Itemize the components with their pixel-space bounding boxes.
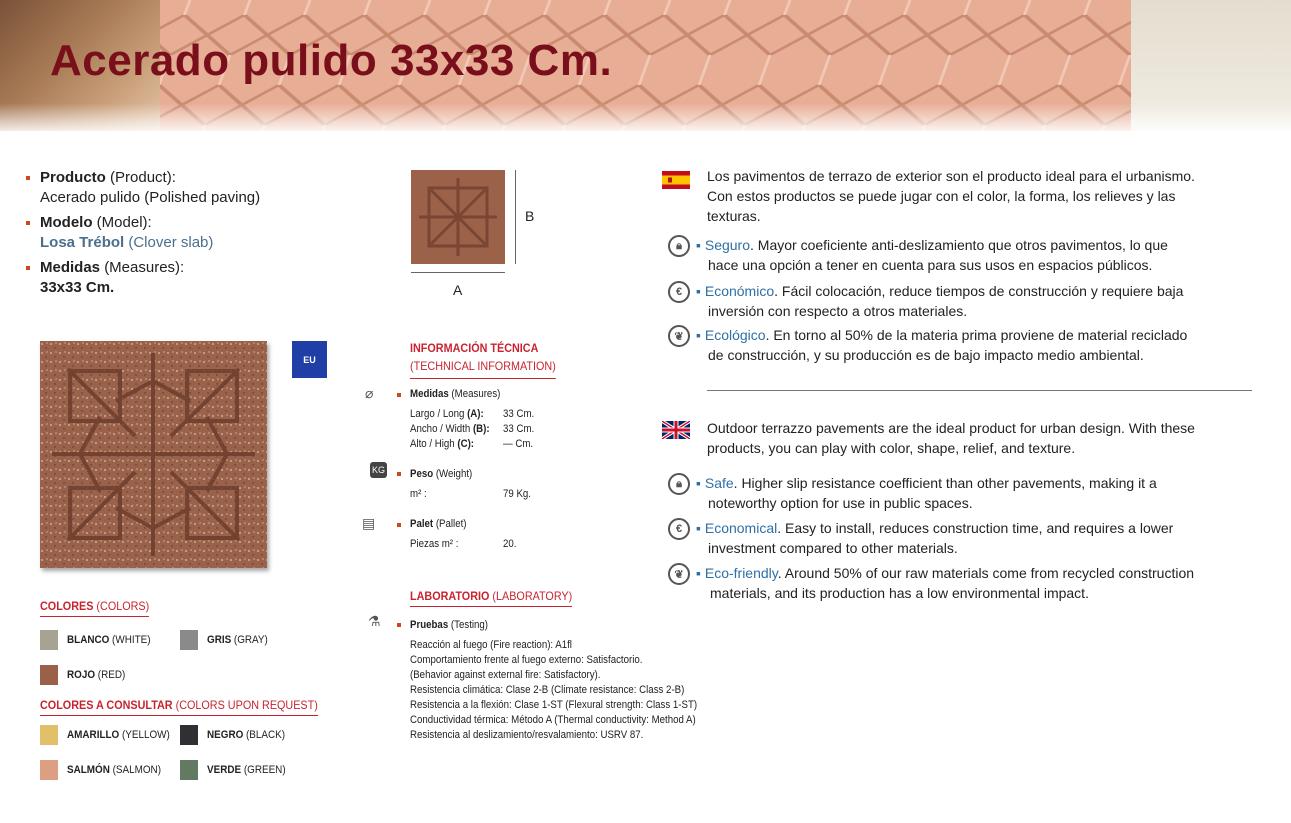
page-title: Acerado pulido 33x33 Cm. xyxy=(50,36,613,85)
tape-measure-icon: ⌀ xyxy=(365,385,374,401)
pieces-value: 20. xyxy=(503,538,517,550)
shield-lock-icon: 🔒︎ xyxy=(668,235,690,257)
request-colors-heading: COLORES A CONSULTAR (COLORS UPON REQUEST) xyxy=(40,698,318,716)
shield-lock-icon: 🔒︎ xyxy=(668,473,690,495)
swatch-gray xyxy=(180,630,198,650)
english-safe: ▪ Safe. Higher slip resistance coefficient than other pavements, making it a noteworthy option for use in public spaces. xyxy=(696,475,1157,511)
spain-flag-icon xyxy=(662,171,690,189)
lab-line: Resistencia al deslizamiento/resvalamiento: USRV 87. xyxy=(410,729,644,741)
weight-label: Peso xyxy=(410,468,434,480)
measures-value: 33x33 Cm. xyxy=(40,279,115,296)
laboratory-heading: LABORATORIO (LABORATORY) xyxy=(410,589,572,607)
lab-line: Conductividad térmica: Método A (Thermal conductivity: Method A) xyxy=(410,714,696,726)
dimension-b-label: B xyxy=(525,208,535,224)
lab-line: Resistencia climática: Clase 2-B (Climate resistance: Class 2-B) xyxy=(410,684,685,696)
technical-heading: INFORMACIÓN TÉCNICA (TECHNICAL INFORMATION) xyxy=(410,339,556,379)
uk-flag-icon xyxy=(662,421,690,439)
spanish-safe: ▪ Seguro. Mayor coeficiente anti-deslizamiento que otros pavimentos, lo que hace una opción a tener en cuenta para sus usos en espacios públicos. xyxy=(696,237,1168,273)
height-value: — Cm. xyxy=(503,438,534,450)
weight-value: 79 Kg. xyxy=(503,488,531,500)
eu-flag-icon: EU xyxy=(292,341,327,378)
dimension-a-label: A xyxy=(453,282,463,298)
lab-line: Comportamiento frente al fuego externo: Satisfactorio. xyxy=(410,654,643,666)
tile-dimension-diagram xyxy=(411,170,505,264)
swatch-yellow xyxy=(40,725,58,745)
product-value: Acerado pulido xyxy=(40,189,141,206)
color-swatch: AMARILLO (YELLOW) xyxy=(40,725,170,745)
microscope-icon: ⚗ xyxy=(368,613,381,629)
length-value: 33 Cm. xyxy=(503,408,535,420)
swatch-white xyxy=(40,630,58,650)
pallet-icon: ▤ xyxy=(362,515,376,531)
colors-heading: COLORES (COLORS) xyxy=(40,599,149,617)
color-swatch: VERDE (GREEN) xyxy=(180,760,286,780)
height-row: Alto / High (C): xyxy=(410,438,475,450)
weight-icon: KG xyxy=(370,462,387,478)
swatch-salmon xyxy=(40,760,58,780)
hand-coin-icon: € xyxy=(668,281,690,303)
english-eco-friendly: ▪ Eco-friendly. Around 50% of our raw materials come from recycled construction materials, and its production has a low environmental impact. xyxy=(696,565,1195,601)
swatch-red xyxy=(40,665,58,685)
color-swatch: SALMÓN (SALMON) xyxy=(40,760,161,780)
product-summary: Producto (Product): Acerado pulido (Polished paving) Modelo (Model): Losa Trébol (Clover slab) Medidas (Measures): 33x33 Cm. xyxy=(26,168,260,298)
length-row: Largo / Long (A): xyxy=(410,408,484,420)
lab-line: (Behavior against external fire: Satisfactory). xyxy=(410,669,601,681)
color-swatch: GRIS (GRAY) xyxy=(180,630,268,650)
spanish-economic: ▪ Económico. Fácil colocación, reduce tiempos de construcción y requiere baja inversión con respecto a otros materiales. xyxy=(696,283,1184,319)
pallet-label: Palet xyxy=(410,518,434,530)
product-label: Producto xyxy=(40,169,106,186)
model-value: Losa Trébol xyxy=(40,234,125,251)
leaf-icon: ❦ xyxy=(668,563,690,585)
spanish-ecological: ▪ Ecológico. En torno al 50% de la materia prima proviene de material reciclado de construcción, y su producción es de bajo impacto medio ambiental. xyxy=(696,327,1188,363)
lab-line: Reacción al fuego (Fire reaction): A1fl xyxy=(410,639,572,651)
width-value: 33 Cm. xyxy=(503,423,535,435)
width-row: Ancho / Width (B): xyxy=(410,423,490,435)
measures-label: Medidas xyxy=(40,259,101,276)
measures-tech-label: Medidas xyxy=(410,388,449,400)
leaf-icon: ❦ xyxy=(668,325,690,347)
color-swatch: BLANCO (WHITE) xyxy=(40,630,151,650)
english-intro: Outdoor terrazzo pavements are the ideal product for urban design. With these products, you can play with color, shape, relief, and texture. xyxy=(707,420,1195,456)
hand-coin-icon: € xyxy=(668,518,690,540)
model-label: Modelo xyxy=(40,214,93,231)
tests-label: Pruebas xyxy=(410,619,449,631)
swatch-green xyxy=(180,760,198,780)
product-tile-image xyxy=(40,341,267,568)
color-swatch: ROJO (RED) xyxy=(40,665,125,685)
english-economical: ▪ Economical. Easy to install, reduces construction time, and requires a lower investment compared to other materials. xyxy=(696,520,1174,556)
swatch-black xyxy=(180,725,198,745)
lab-line: Resistencia a la flexión: Clase 1-ST (Flexural strength: Class 1-ST) xyxy=(410,699,698,711)
color-swatch: NEGRO (BLACK) xyxy=(180,725,285,745)
divider xyxy=(707,390,1252,391)
spanish-intro: Los pavimentos de terrazo de exterior son el producto ideal para el urbanismo. Con estos productos se puede jugar con el color, la forma, los relieves y las texturas. xyxy=(707,168,1195,224)
